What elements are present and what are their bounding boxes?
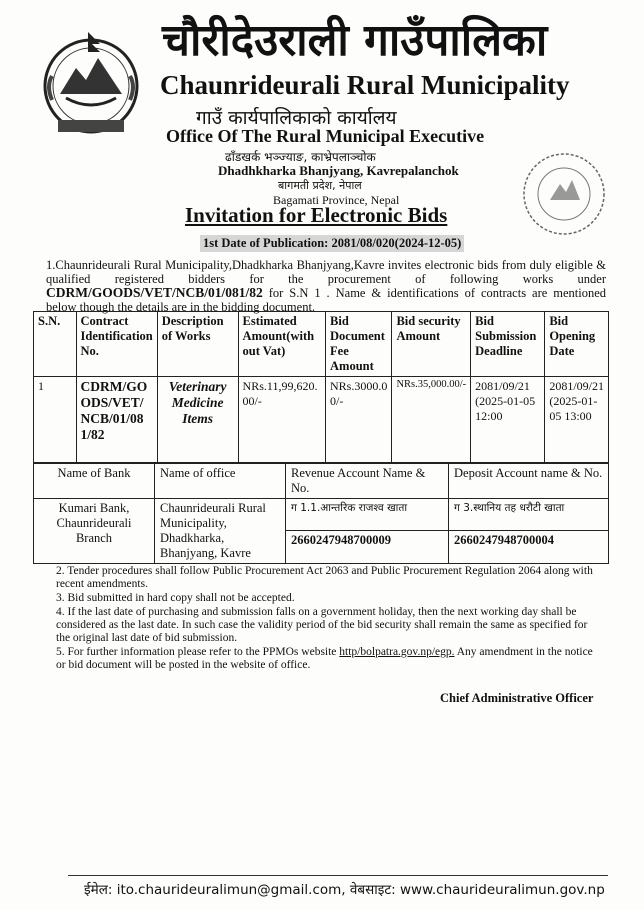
contracts-table (33, 311, 609, 463)
bank-header-revenue: Revenue Account Name & No. (286, 464, 449, 499)
bank-header-deposit: Deposit Account name & No. (449, 464, 609, 499)
bank-header-row (34, 464, 609, 499)
note-item: 2. Tender procedures shall follow Public Procurement Act 2063 and Public Procurement Regulation 2064 along with recent amendments. (56, 565, 593, 590)
deposit-account-no: 2660247948700004 (449, 530, 609, 563)
table-row (34, 377, 609, 463)
publication-date: 1st Date of Publication: 2081/08/020(2024-12-05) (200, 235, 464, 252)
bank-header-office: Name of office (155, 464, 286, 499)
header-contract-id: Contract Identification No. (76, 312, 157, 377)
footer-divider (68, 875, 608, 876)
bank-row (34, 499, 609, 531)
note-item (56, 646, 596, 672)
cell-opening: 2081/09/21 (2025-01-05 13:00 (545, 377, 609, 463)
bank-name: Kumari Bank, Chaunrideurali Branch (34, 499, 155, 564)
revenue-account-no: 2660247948700009 (286, 530, 449, 563)
address-nepali: ढाँडखर्क भञ्ज्याङ, काभ्रेपलाञ्चोक (225, 150, 376, 164)
office-name-english: Office Of The Rural Municipal Executive (166, 126, 485, 146)
municipality-name-english: Chaunrideurali Rural Municipality (160, 70, 570, 100)
para-text-1: 1.Chaunrideurali Rural Municipality,Dhadkharka Bhanjyang,Kavre invites electronic bids from duly eligible & qualified registered bidders for the procurement of following works under (46, 258, 606, 286)
municipality-emblem (38, 28, 144, 140)
note-item: 3. Bid submitted in hard copy shall not be accepted. (56, 592, 295, 604)
header-sn: S.N. (34, 312, 77, 377)
municipality-name-nepali: चौरीदेउराली गाउँपालिका (162, 15, 548, 66)
revenue-account-name: ग 1.1.आन्तरिक राजश्व खाता (286, 499, 449, 531)
office-name: Chaunrideurali Rural Municipality, Dhadkharka, Bhanjyang, Kavre (155, 499, 286, 564)
invitation-paragraph (46, 258, 606, 314)
signatory-title: Chief Administrative Officer (440, 691, 594, 705)
notes-section (56, 565, 596, 673)
footer-contact: ईमेल: ito.chaurideuralimun@gmail.com, वेबसाइट: www.chaurideuralimun.gov.np (84, 882, 605, 898)
cell-submission: 2081/09/21 (2025-01-05 12:00 (471, 377, 545, 463)
cell-estimated: NRs.11,99,620.00/- (238, 377, 325, 463)
province-nepali: बागमती प्रदेश, नेपाल (278, 179, 362, 192)
note5-prefix: 5. For further information please refer to the PPMOs website (56, 646, 340, 658)
bank-header-bank: Name of Bank (34, 464, 155, 499)
cell-description: Veterinary Medicine Items (157, 377, 238, 463)
cell-sn: 1 (34, 377, 77, 463)
para-text-2: for S.N 1 . Name & identifications of contracts are mentioned below though the details are in the bidding document. (46, 286, 607, 314)
table-header-row (34, 312, 609, 377)
cell-contract-no: CDRM/GOODS/VET/NCB/01/081/82 (76, 377, 157, 463)
header-submission: Bid Submission Deadline (471, 312, 545, 377)
deposit-account-name: ग 3.स्थानिय तह धरौटी खाता (449, 499, 609, 531)
note-item: 4. If the last date of purchasing and submission falls on a government holiday, then the next working day shall be considered as the last date. In such case the validity period of the bid security shall remain the same as specified for the original last date of bid submission. (56, 606, 588, 644)
note5-suffix: Any amendment in the notice or bid document will be posted in the website of office. (56, 646, 593, 671)
notice-heading: Invitation for Electronic Bids (185, 203, 448, 227)
bank-table (33, 463, 609, 564)
header-estimated: Estimated Amount(with out Vat) (238, 312, 325, 377)
cell-doc-fee: NRs.3000.00/- (326, 377, 392, 463)
ppmo-website-link[interactable]: http/bolpatra.gov.np/egp. (339, 646, 455, 658)
address-english: Dhadhkharka Bhanjyang, Kavrepalanchok (218, 163, 459, 178)
procurement-code: CDRM/GOODS/VET/NCB/01/081/82 (46, 285, 263, 300)
office-name-nepali: गाउँ कार्यपालिकाको कार्यालय (196, 107, 397, 129)
header-doc-fee: Bid Document Fee Amount (326, 312, 392, 377)
header-description: Description of Works (157, 312, 238, 377)
office-seal (520, 150, 608, 238)
header-opening: Bid Opening Date (545, 312, 609, 377)
province-english: Bagamati Province, Nepal (273, 193, 400, 207)
header-security: Bid security Amount (392, 312, 471, 377)
cell-security: NRs.35,000.00/- (392, 377, 471, 463)
